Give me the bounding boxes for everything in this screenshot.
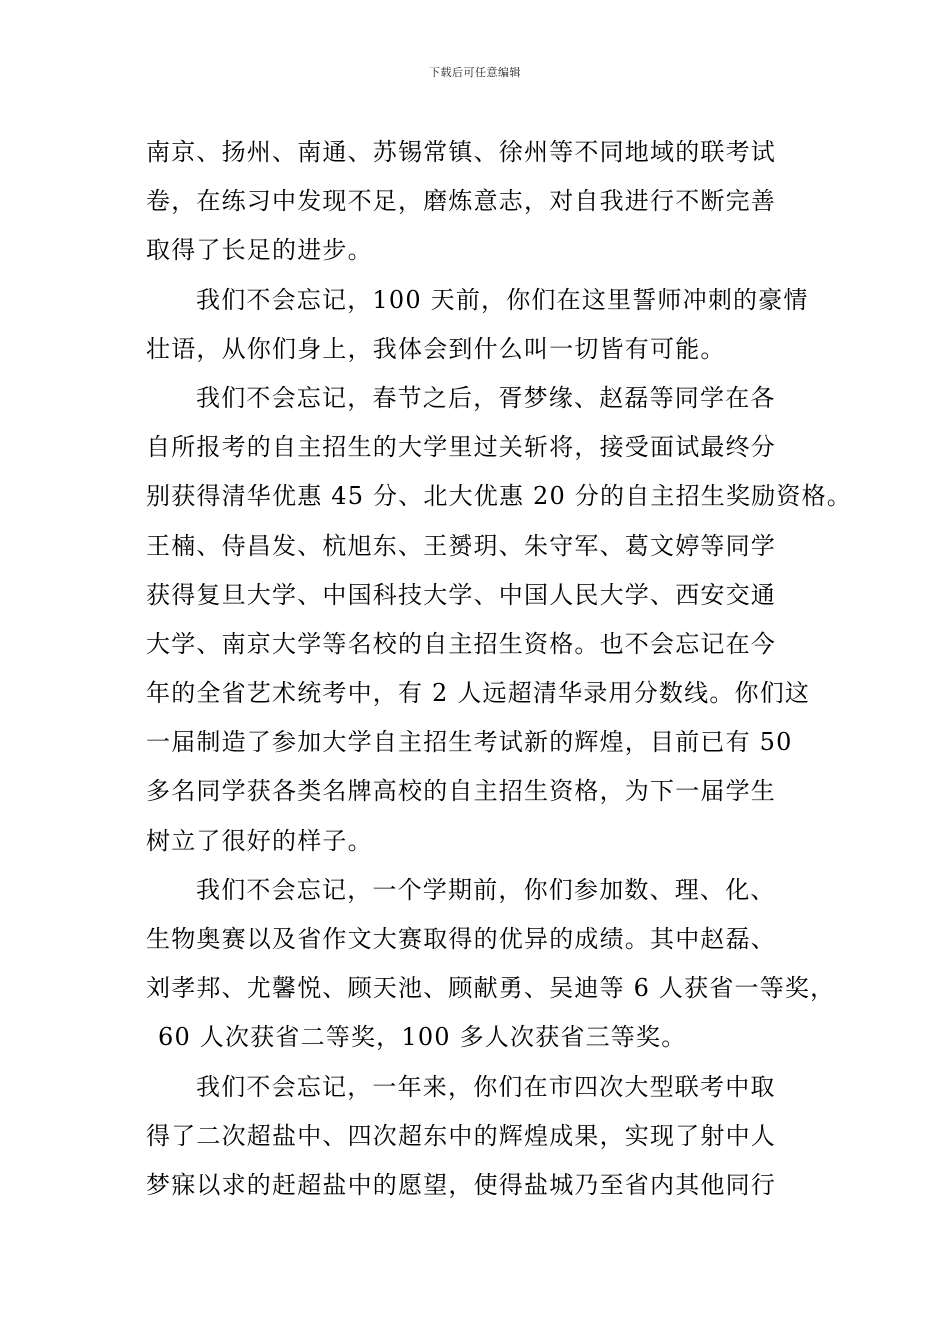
paragraph-start-line: 我们不会忘记，100 天前，你们在这里誓师冲刺的豪情 bbox=[196, 285, 809, 314]
text-line: 大学、南京大学等名校的自主招生资格。也不会忘记在今 bbox=[146, 629, 776, 658]
text-line: 60 人次获省二等奖，100 多人次获省三等奖。 bbox=[158, 1023, 687, 1052]
text-line: 取得了长足的进步。 bbox=[146, 236, 373, 265]
text-line: 生物奥赛以及省作文大赛取得的优异的成绩。其中赵磊、 bbox=[146, 925, 776, 953]
text-line: 获得复旦大学、中国科技大学、中国人民大学、西安交通 bbox=[146, 580, 776, 609]
text-line: 卷，在练习中发现不足，磨炼意志，对自我进行不断完善 bbox=[146, 187, 776, 216]
paragraph-start-line: 我们不会忘记，春节之后，胥梦缘、赵磊等同学在各 bbox=[196, 383, 776, 412]
text-line: 一届制造了参加大学自主招生考试新的辉煌，目前已有 50 bbox=[146, 728, 793, 757]
text-line: 年的全省艺术统考中，有 2 人远超清华录用分数线。你们这 bbox=[146, 679, 811, 708]
text-line: 刘孝邦、尤馨悦、顾天池、顾献勇、吴迪等 6 人获省一等奖， bbox=[146, 974, 836, 1003]
text-line: 壮语，从你们身上，我体会到什么叫一切皆有可能。 bbox=[146, 334, 726, 363]
text-line: 自所报考的自主招生的大学里过关斩将，接受面试最终分 bbox=[146, 433, 776, 462]
page-header: 下载后可任意编辑 bbox=[429, 66, 521, 79]
text-line: 别获得清华优惠 45 分、北大优惠 20 分的自主招生奖励资格。 bbox=[146, 482, 852, 511]
paragraph-start-line: 我们不会忘记，一年来，你们在市四次大型联考中取 bbox=[196, 1072, 776, 1101]
text-line: 梦寐以求的赶超盐中的愿望，使得盐城乃至省内其他同行 bbox=[146, 1170, 776, 1199]
paragraph-start-line: 我们不会忘记，一个学期前，你们参加数、理、化、 bbox=[196, 875, 776, 904]
text-line: 王楠、侍昌发、杭旭东、王赟玥、朱守军、葛文婷等同学 bbox=[146, 531, 776, 560]
text-line: 多名同学获各类名牌高校的自主招生资格，为下一届学生 bbox=[146, 777, 776, 806]
text-line: 得了二次超盐中、四次超东中的辉煌成果，实现了射中人 bbox=[146, 1121, 776, 1150]
text-line: 树立了很好的样子。 bbox=[146, 826, 373, 855]
text-line: 南京、扬州、南通、苏锡常镇、徐州等不同地域的联考试 bbox=[146, 138, 776, 166]
document-body bbox=[146, 128, 852, 1210]
